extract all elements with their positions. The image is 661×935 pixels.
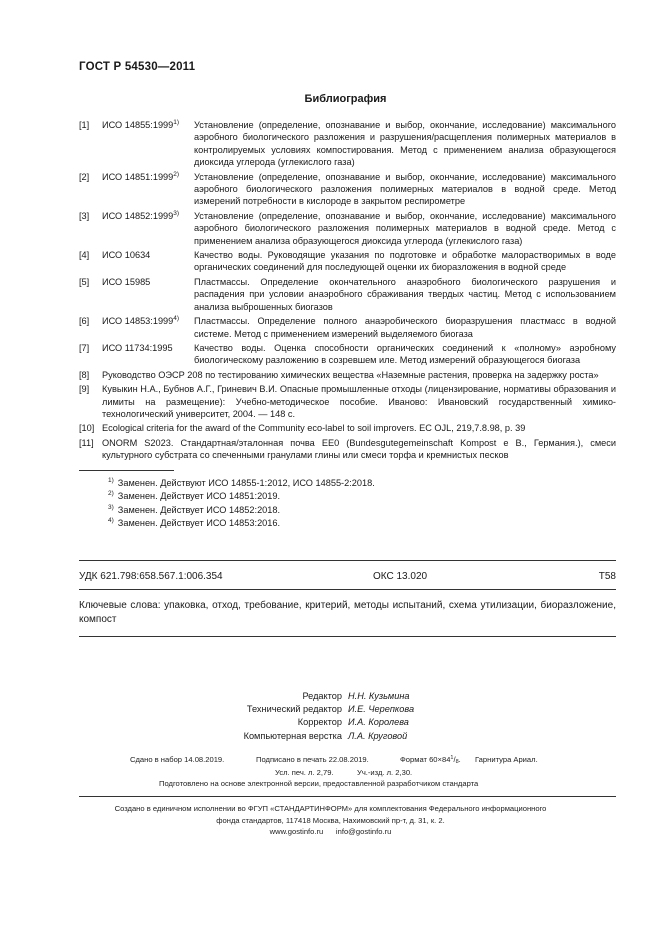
footnote: $^{3)}$ Заменен. Действует ИСО 14852:2018. [108, 503, 281, 515]
bib-code: ИСО 15985 [102, 276, 151, 287]
credit-name: Л.А. Круговой [348, 730, 408, 741]
credit-role: Редактор [302, 691, 342, 701]
divider-bottom [79, 636, 616, 637]
imprint-signed: Подписано в печать 22.08.2019. [256, 755, 369, 764]
bib-number: [1] [79, 120, 90, 130]
credit-name: Н.Н. Кузьмина [348, 691, 410, 701]
footnote: $^{1)}$ Заменен. Действуют ИСО 14855-1:2012, ИСО 14855-2:2018. [108, 477, 375, 488]
bib-entry [79, 249, 616, 274]
bib-code: ИСО 14851:1999$^{2)}$ [102, 170, 180, 182]
bibliography-list [79, 119, 616, 464]
bib-number: [2] [79, 171, 90, 182]
bib-title: Установление (определение, опознавание и выбор, окончание, исследование) максимального аэробного биологического разложения полимерных материалов в водной среде. Метод с применением анализа образующегося диоксида углерода (углекислого газа) [194, 210, 616, 246]
imprint-format: Формат $60\times 84^1/_8$. [400, 755, 461, 765]
imprint-typeface: Гарнитура Ариал. [475, 755, 538, 764]
bib-code: ИСО 14853:1999$^{4)}$ [102, 315, 180, 327]
bib-code: ИСО 11734:1995 [102, 342, 173, 353]
publisher-info [0, 803, 661, 838]
footnote: $^{2)}$ Заменен. Действует ИСО 14851:2019. [108, 490, 281, 502]
bib-entry [79, 210, 616, 247]
credit-name: И.А. Королева [348, 717, 409, 728]
bib-title: Качество воды. Оценка способности органических соединений к «полному» аэробному биологическому разложению в созревшем иле. Метод измерений образующегося биогаза [194, 342, 616, 366]
udk-code: УДК 621.798:658.567.1:006.354 [79, 571, 223, 582]
bib-code: ИСО 10634 [102, 250, 151, 261]
divider-imprint [79, 796, 616, 797]
footnotes [108, 477, 375, 531]
bib-number: [3] [79, 210, 90, 221]
bib-number: [6] [79, 316, 90, 327]
credit-row [0, 703, 661, 716]
credit-role: Технический редактор [246, 704, 342, 715]
bib-entry [79, 171, 616, 208]
bib-title: Пластмассы. Определение окончательного анаэробного биологического разрушения и распадения при условии анаэробного сбраживания твердых частиц. Метод с использованием анализа выброшенных биогазов [194, 276, 616, 312]
section-title: Библиография [304, 93, 387, 105]
imprint-pub-sheets: Уч.-изд. л. 2,30. [357, 768, 413, 777]
bib-title: Качество воды. Руководящие указания по подготовке и обработке малорастворимых в воде органических соединений для последующей оценки их биоразложения в водной среде [194, 250, 616, 273]
credit-name: И.Е. Черепкова [348, 704, 415, 715]
imprint-sent: Сдано в набор 14.08.2019. [130, 755, 225, 764]
bib-entry [79, 315, 616, 340]
email-link[interactable]: info@gostinfo.ru [335, 827, 392, 836]
bib-number: [11] [79, 437, 94, 448]
credit-role: Компьютерная верстка [243, 730, 342, 741]
bib-entry [79, 422, 616, 434]
bib-title: ONORM S2023. Стандартная/эталонная почва EE0 (Bundesgutegemeinschaft Kompost e B., Германия.), смеси культурного субстрата со спеченными гранулами глины или смеси торфа и кремнистых песков [102, 437, 616, 461]
credit-row [0, 730, 661, 743]
credit-row [0, 690, 661, 703]
website-link[interactable]: www.gostinfo.ru [269, 827, 324, 836]
bib-number: [5] [79, 276, 90, 287]
group-code: Т58 [598, 571, 616, 582]
credit-row [0, 716, 661, 729]
bib-title: Установление (определение, опознавание и выбор, окончание, исследование) максимального аэробного биологического разложения и разрушения/расщепления полимерных материалов в контролируемых условиях компостирования. Метод с применением анализа образующегося диоксида углерода (углекислого газа) [194, 120, 616, 168]
divider-top [79, 560, 616, 561]
bib-entry [79, 369, 616, 381]
bib-number: [9] [79, 384, 90, 395]
credits [0, 690, 661, 743]
bib-title: Пластмассы. Определение полного анаэробического биоразрушения пластмасс в водной системе. Метод с применением измерений выделяемого биогаза [194, 316, 616, 339]
footnote: $^{4)}$ Заменен. Действует ИСО 14853:2016. [108, 517, 281, 529]
keywords: Ключевые слова: упаковка, отход, требование, критерий, методы испытаний, схема утилизации, биоразложение, компост [79, 600, 616, 625]
imprint-prepared: Подготовлено на основе электронной версии, предоставленной разработчиком стандарта [159, 779, 479, 788]
credit-role: Корректор [297, 717, 342, 728]
publisher-line: Создано в единичном исполнении во ФГУП «СТАНДАРТИНФОРМ» для комплектования Федерального информационного [114, 804, 547, 813]
footnote-divider [79, 470, 174, 471]
bib-number: [4] [79, 250, 90, 261]
bib-entry [79, 276, 616, 313]
bib-title: Руководство ОЭСР 208 по тестированию химических вещества «Наземные растения, проверка на задержку роста» [102, 369, 599, 380]
bib-code: ИСО 14852:1999$^{3)}$ [102, 209, 180, 221]
bib-entry [79, 437, 616, 462]
bib-number: [10] [79, 423, 95, 434]
bib-entry [79, 383, 616, 420]
bib-title: Кувыкин Н.А., Бубнов А.Г., Гриневич В.И. Опасные промышленные отходы (лицензирование, нормативы образования и лимиты на размещение): Учебно-методическое пособие. Иваново: Ивановский государственный химико-технологический университет, 2004. — 148 с. [102, 384, 616, 419]
oks-code: ОКС 13.020 [373, 571, 428, 582]
bib-number: [7] [79, 342, 90, 353]
imprint-print-sheets: Усл. печ. л. 2,79. [275, 768, 334, 777]
publisher-line: фонда стандартов, 117418 Москва, Нахимовский пр-т, д. 31, к. 2. [216, 815, 445, 825]
page-header: ГОСТ Р 54530—2011 [79, 61, 196, 73]
bib-title: Установление (определение, опознавание и выбор, окончание, исследование) максимального аэробного биологического разложения полимерных материалов в водной среде. Метод измерений потребности в кислороде в закрытом респирометре [194, 171, 616, 207]
publisher-contacts [0, 826, 661, 838]
bib-entry [79, 342, 616, 367]
bib-entry [79, 119, 616, 169]
bib-number: [8] [79, 369, 90, 380]
bib-code: ИСО 14855:1999$^{1)}$ [102, 119, 180, 130]
bib-title: Ecological criteria for the award of the Community eco-label to soil improvers. EC OJL, 219,7.8.98, p. 39 [102, 423, 526, 434]
divider-middle [79, 589, 616, 590]
